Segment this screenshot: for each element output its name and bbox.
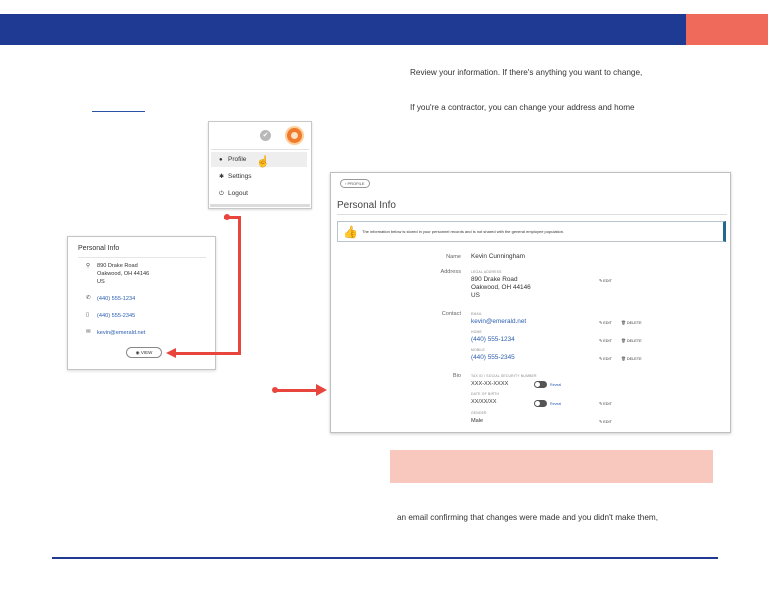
scrollbar[interactable] — [210, 204, 310, 207]
reveal-dob-label: Reveal — [550, 402, 562, 406]
personal-info-page-screenshot — [330, 172, 731, 433]
delete-home-button[interactable]: 🗑 DELETE — [621, 339, 642, 343]
address-line-1: 890 Drake Road — [471, 276, 518, 283]
delete-mobile-button[interactable]: 🗑 DELETE — [621, 357, 642, 361]
callout-highlight — [390, 450, 713, 483]
address-line-3: US — [97, 279, 105, 285]
top-banner-accent — [686, 14, 768, 45]
thumbs-up-icon: 👍 — [343, 225, 358, 239]
phone-link[interactable]: (440) 555-1234 — [97, 296, 136, 302]
email-value[interactable]: kevin@emerald.net — [471, 318, 527, 325]
notice-text: The information below is stored in your personnel records and is not shared with the general employee population. — [362, 229, 565, 234]
envelope-icon: ✉ — [86, 329, 91, 335]
edit-email-button[interactable]: ✎ EDIT — [599, 321, 612, 325]
dob-caption: DATE OF BIRTH — [471, 392, 500, 396]
menu-item-label: Profile — [228, 156, 247, 163]
edit-dob-button[interactable]: ✎ EDIT — [599, 402, 612, 406]
bio-label: Bio — [452, 373, 461, 379]
gear-icon: ✱ — [219, 174, 225, 180]
location-pin-icon: ⚲ — [86, 263, 91, 269]
arrow-head-right — [316, 384, 327, 396]
check-icon: ✔ — [260, 130, 271, 141]
email-caption: EMAIL — [471, 312, 483, 316]
edit-home-button[interactable]: ✎ EDIT — [599, 339, 612, 343]
footer-rule — [52, 557, 718, 559]
connector-line — [275, 389, 318, 392]
privacy-notice — [337, 221, 726, 242]
mobile-caption: MOBILE — [471, 348, 486, 352]
top-banner — [0, 14, 768, 45]
gender-caption: GENDER — [471, 411, 487, 415]
contact-label: Contact — [441, 311, 461, 317]
view-button[interactable] — [126, 347, 162, 358]
connector-line — [238, 216, 241, 355]
divider — [337, 214, 727, 215]
mobile-icon: ▯ — [86, 312, 90, 318]
phone-icon: ✆ — [86, 295, 91, 301]
gender-value: Male — [471, 418, 484, 424]
address-line-3: US — [471, 292, 480, 299]
person-icon: ● — [219, 157, 223, 163]
home-caption: HOME — [471, 330, 482, 334]
connector-line — [175, 352, 241, 355]
arrow-head-left — [166, 348, 176, 358]
dob-value: XX/XX/XX — [471, 399, 497, 405]
mobile-link[interactable]: (440) 555-2345 — [97, 313, 136, 319]
divider — [211, 149, 309, 150]
menu-item-label: Logout — [228, 190, 248, 197]
intro-line-1: Review your information. If there's anything you want to change, — [410, 68, 643, 77]
connector-dot — [224, 214, 230, 220]
home-phone-value[interactable]: (440) 555-1234 — [471, 336, 515, 343]
intro-line-2: If you're a contractor, you can change your address and home — [410, 103, 635, 112]
ssn-caption: TAX ID / SOCIAL SECURITY NUMBER — [471, 374, 537, 378]
menu-item-logout[interactable] — [211, 186, 307, 201]
reveal-ssn-label: Reveal — [550, 383, 562, 387]
reveal-ssn-toggle[interactable] — [534, 381, 547, 388]
mobile-phone-value[interactable]: (440) 555-2345 — [471, 354, 515, 361]
menu-item-settings[interactable] — [211, 169, 307, 184]
address-label: Address — [440, 269, 461, 275]
hand-cursor-icon: ☝ — [256, 156, 270, 168]
address-line-2: Oakwood, OH 44146 — [97, 271, 150, 277]
address-line-2: Oakwood, OH 44146 — [471, 284, 531, 291]
name-value: Kevin Cunningham — [471, 253, 525, 260]
eye-icon: ◉ — [135, 350, 140, 355]
page-title: Personal Info — [337, 200, 396, 211]
name-label: Name — [446, 254, 461, 260]
avatar[interactable] — [285, 126, 304, 145]
profile-dropdown-screenshot — [208, 121, 312, 209]
reveal-dob-toggle[interactable] — [534, 400, 547, 407]
delete-email-button[interactable]: 🗑 DELETE — [621, 321, 642, 325]
edit-mobile-button[interactable]: ✎ EDIT — [599, 357, 612, 361]
menu-item-label: Settings — [228, 173, 252, 180]
card-title: Personal Info — [78, 245, 120, 252]
edit-address-button[interactable]: ✎ EDIT — [599, 279, 612, 283]
link-underline — [92, 111, 145, 112]
edit-gender-button[interactable]: ✎ EDIT — [599, 420, 612, 424]
ssn-value: XXX-XX-XXXX — [471, 381, 509, 387]
address-line-1: 890 Drake Road — [97, 263, 138, 269]
legal-address-caption: LEGAL ADDRESS — [471, 270, 502, 274]
divider — [78, 257, 206, 258]
email-link[interactable]: kevin@emerald.net — [97, 330, 146, 336]
outro-text: an email confirming that changes were made and you didn't make them, — [397, 513, 658, 522]
view-button-label: VIEW — [140, 350, 153, 355]
personal-info-card-screenshot — [67, 236, 216, 370]
power-icon: ⏻ — [219, 191, 224, 197]
breadcrumb[interactable]: ‹ PROFILE — [340, 179, 370, 188]
